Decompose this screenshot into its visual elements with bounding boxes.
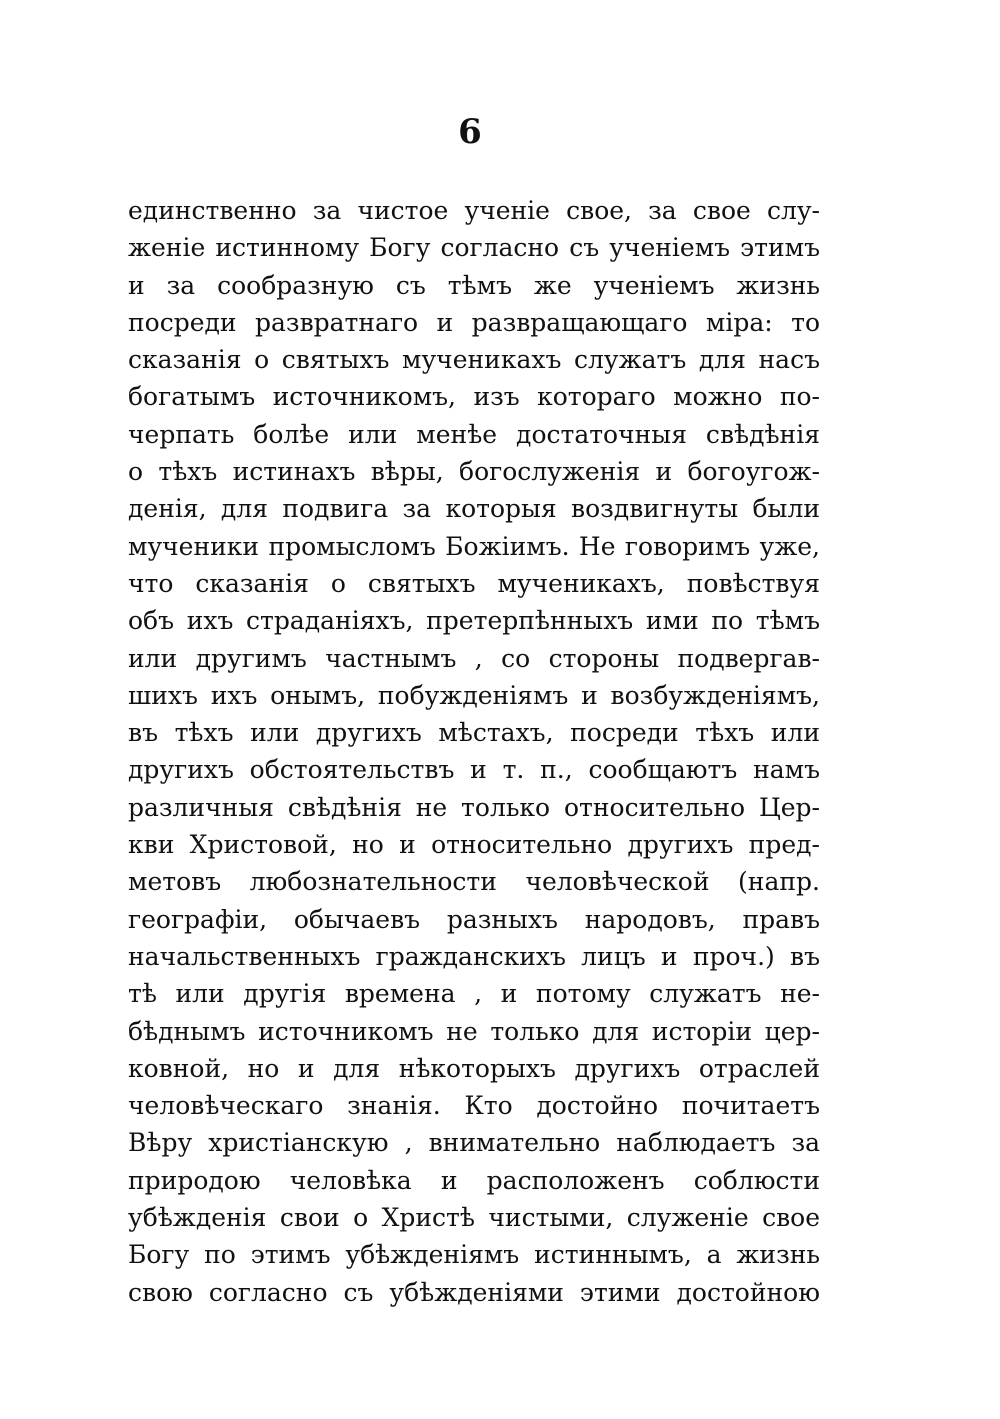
- text-line: бѣднымъ источникомъ не только для исторіи цер-: [128, 1016, 820, 1046]
- page-number: 6: [458, 112, 482, 152]
- text-line: объ ихъ страданіяхъ, претерпѣнныхъ ими по тѣмъ: [128, 606, 820, 636]
- text-line: единственно за чистое ученіе свое, за свое слу-: [128, 196, 820, 225]
- text-line: Вѣру христіанскую , внимательно наблюдаетъ за: [128, 1128, 820, 1158]
- text-line: въ тѣхъ или другихъ мѣстахъ, посреди тѣхъ или: [128, 718, 820, 748]
- text-line: черпать болѣе или менѣе достаточныя свѣдѣнія: [128, 419, 820, 449]
- text-line: шихъ ихъ онымъ, побужденіямъ и возбужденіямъ,: [128, 680, 820, 710]
- text-line: человѣческаго знанія. Кто достойно почитаетъ: [128, 1091, 820, 1121]
- text-line: географіи, обычаевъ разныхъ народовъ, правъ: [128, 904, 820, 934]
- text-line: свою согласно съ убѣжденіями этими достойною: [128, 1277, 820, 1307]
- text-line: сказанія о святыхъ мученикахъ служатъ для насъ: [128, 345, 820, 375]
- text-line: кви Христовой, но и относительно другихъ пред-: [128, 830, 820, 860]
- text-line: Богу по этимъ убѣжденіямъ истиннымъ, а жизнь: [128, 1240, 820, 1270]
- text-line: метовъ любознательности человѣческой (напр.: [128, 867, 820, 897]
- text-line: посреди развратнаго и развращающаго міра: то: [128, 307, 820, 337]
- text-line: тѣ или другія времена , и потому служатъ не-: [128, 979, 820, 1009]
- text-line: начальственныхъ гражданскихъ лицъ и проч.) въ: [128, 941, 820, 971]
- text-line: женіе истинному Богу согласно съ ученіемъ этимъ: [128, 233, 820, 263]
- text-line: различныя свѣдѣнія не только относительно Цер-: [128, 792, 820, 822]
- text-line: или другимъ частнымъ , со стороны подвергав-: [128, 643, 820, 673]
- text-line: денія, для подвига за которыя воздвигнуты были: [128, 494, 820, 524]
- body-text: [128, 192, 820, 1311]
- text-line: убѣжденія свои о Христѣ чистыми, служеніе свое: [128, 1203, 820, 1233]
- text-line: ковной, но и для нѣкоторыхъ другихъ отраслей: [128, 1053, 820, 1083]
- text-line: природою человѣка и расположенъ соблюсти: [128, 1165, 820, 1195]
- text-line: что сказанія о святыхъ мученикахъ, повѣствуя: [128, 568, 820, 598]
- text-line: о тѣхъ истинахъ вѣры, богослуженія и богоугож-: [128, 457, 820, 487]
- text-line: богатымъ источникомъ, изъ котораго можно по-: [128, 382, 820, 412]
- text-line: другихъ обстоятельствъ и т. п., сообщаютъ намъ: [128, 755, 820, 785]
- text-line: мученики промысломъ Божіимъ. Не говоримъ уже,: [128, 531, 820, 561]
- text-line: и за сообразную съ тѣмъ же ученіемъ жизнь: [128, 270, 820, 300]
